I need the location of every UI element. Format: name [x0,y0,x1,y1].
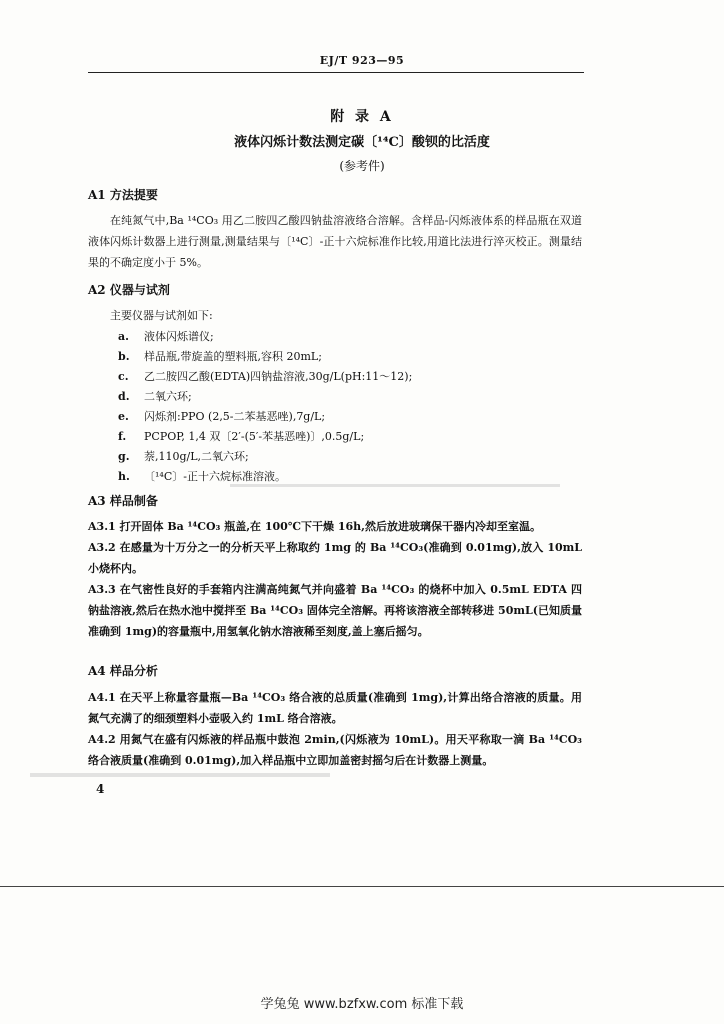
list-item-label: e. [118,410,129,423]
list-item [118,447,249,467]
watermark-footer: 学兔兔 www.bzfxw.com 标准下载 [260,997,464,1012]
section-a2-intro-text: 主要仪器与试剂如下: [110,309,213,322]
section-a2-intro [88,305,582,326]
document-code: EJ/T 923—95 [319,54,405,67]
list-item [118,407,325,427]
scan-noise [30,773,330,777]
section-a4-item-1: A4.1 在天平上称量容量瓶—Ba ¹⁴CO₃ 络合液的总质量(准确到 1mg),计算出络合溶液的质量。用氮气充满了的细颈塑料小壶吸入约 1mL 络合溶液。 [88,691,582,725]
list-item [118,347,322,367]
list-item-text: 萘,110g/L,二氧六环; [144,450,249,463]
page-number: 4 [96,782,105,796]
appendix-label: 附 录 A [330,109,394,125]
appendix-note: (参考件) [339,159,385,173]
list-item-text: 乙二胺四乙酸(EDTA)四钠盐溶液,30g/L(pH:11～12); [144,370,413,383]
section-a1-text [88,210,582,273]
appendix-title: 液体闪烁计数法测定碳〔¹⁴C〕酸钡的比活度 [234,135,490,150]
list-item-text: 液体闪烁谱仪; [144,330,214,343]
list-item-text: 样品瓶,带旋盖的塑料瓶,容积 20mL; [144,350,322,363]
list-item-label: f. [118,430,127,443]
section-a2-heading: A2 仪器与试剂 [88,283,170,297]
list-item [118,367,412,387]
list-item-label: g. [118,450,130,463]
scan-noise [230,484,560,487]
list-item-label: a. [118,330,129,343]
list-item-label: h. [118,470,130,483]
section-a4-item-2: A4.2 用氮气在盛有闪烁液的样品瓶中鼓泡 2min,(闪烁液为 10mL)。用天平称取一滴 Ba ¹⁴CO₃ 络合液质量(准确到 0.01mg),加入样品瓶中立即加盖密封摇匀后在计数器上测量。 [88,733,582,767]
section-a1-heading: A1 方法提要 [88,188,158,202]
list-item-text: 〔¹⁴C〕-正十六烷标准溶液。 [144,470,286,483]
section-a4-heading: A4 样品分析 [88,664,158,678]
list-item [118,427,364,447]
list-item-label: d. [118,390,130,403]
list-item-label: c. [118,370,129,383]
list-item [118,327,214,347]
list-item [118,387,192,407]
page-bottom-rule [0,886,724,887]
list-item-text: 闪烁剂:PPO (2,5-二苯基恶唑),7g/L; [144,410,326,423]
section-a3-item-2: A3.2 在感量为十万分之一的分析天平上称取约 1mg 的 Ba ¹⁴CO₃(准确到 0.01mg),放入 10mL 小烧杯内。 [88,541,582,575]
section-a3-heading: A3 样品制备 [88,494,158,508]
section-a3-item-1: A3.1 打开固体 Ba ¹⁴CO₃ 瓶盖,在 100℃下干燥 16h,然后放进玻璃保干器内冷却至室温。 [88,520,541,533]
section-a1-paragraph: 在纯氮气中,Ba ¹⁴CO₃ 用乙二胺四乙酸四钠盐溶液络合溶解。含样品-闪烁液体系的样品瓶在双道液体闪烁计数器上进行测量,测量结果与〔¹⁴C〕-正十六烷标准作比较,用道比法进行淬灭校正。测量结果的不确定度小于 5%。 [88,214,582,269]
list-item-text: PCPOP, 1,4 双〔2′-(5′-苯基恶唑)〕,0.5g/L; [144,430,365,443]
list-item-label: b. [118,350,130,363]
header-rule [88,72,584,73]
section-a3-item-3: A3.3 在气密性良好的手套箱内注满高纯氮气并向盛着 Ba ¹⁴CO₃ 的烧杯中加入 0.5mL EDTA 四钠盐溶液,然后在热水池中搅拌至 Ba ¹⁴CO₃ 固体完全溶解。再将该溶液全部转移进 50mL(已知质量准确到 1mg)的容量瓶中,用氢氧化钠水溶液稀至刻度,盖上塞后摇匀。 [88,583,582,638]
list-item-text: 二氧六环; [144,390,192,403]
